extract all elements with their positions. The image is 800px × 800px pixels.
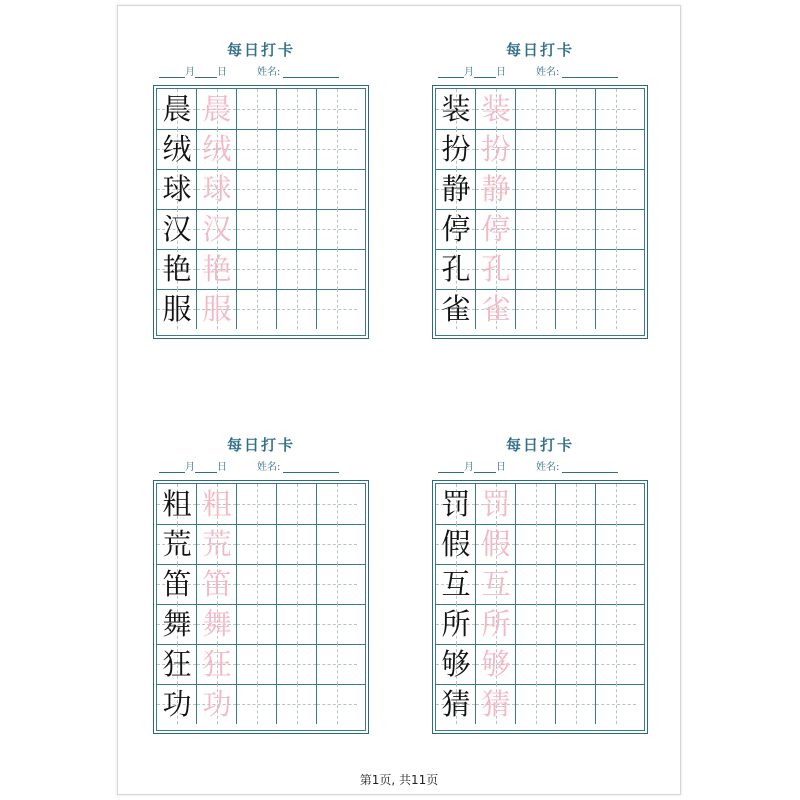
grid-cell — [436, 564, 476, 604]
grid-cell — [277, 484, 317, 524]
grid-cell — [277, 289, 317, 329]
grid-cell — [197, 604, 237, 644]
grid-cell — [476, 644, 516, 684]
trace-character: 功 — [202, 687, 232, 721]
grid-cell — [197, 524, 237, 564]
grid-cell — [596, 604, 636, 644]
grid-row — [157, 564, 365, 605]
grid-cell — [317, 289, 357, 329]
trace-character: 猜 — [481, 687, 511, 721]
grid-cell — [277, 89, 317, 129]
card-title: 每日打卡 — [505, 436, 574, 454]
trace-character: 静 — [481, 172, 511, 206]
model-character: 雀 — [441, 292, 471, 326]
month-label: 月 — [185, 67, 195, 78]
trace-character: 所 — [481, 607, 511, 641]
grid-cell — [197, 169, 237, 209]
day-label: 日 — [496, 67, 506, 78]
grid-cell — [317, 564, 357, 604]
grid-cell — [237, 564, 277, 604]
grid-cell — [157, 89, 197, 129]
grid-cell — [237, 644, 277, 684]
model-character: 孔 — [441, 252, 471, 286]
writing-grid — [153, 480, 369, 734]
grid-cell — [317, 169, 357, 209]
grid-cell — [237, 169, 277, 209]
grid-cell — [476, 129, 516, 169]
grid-cell — [237, 129, 277, 169]
writing-grid — [432, 480, 648, 734]
grid-row — [436, 644, 644, 685]
grid-cell — [596, 209, 636, 249]
grid-cell — [157, 644, 197, 684]
grid-cell — [556, 169, 596, 209]
month-blank — [159, 463, 185, 473]
trace-character: 罚 — [481, 487, 511, 521]
grid-cell — [556, 129, 596, 169]
month-label: 月 — [185, 462, 195, 473]
card-title: 每日打卡 — [226, 436, 295, 454]
grid-row — [436, 604, 644, 645]
grid-row — [157, 684, 365, 724]
model-character: 粗 — [162, 487, 192, 521]
month-label: 月 — [464, 67, 474, 78]
grid-cell — [556, 524, 596, 564]
grid-cell — [476, 209, 516, 249]
name-label: 姓名: — [257, 67, 281, 78]
grid-row — [157, 169, 365, 210]
grid-cell — [596, 249, 636, 289]
grid-cell — [596, 89, 636, 129]
grid-cell — [436, 604, 476, 644]
grid-cell — [436, 524, 476, 564]
model-character: 功 — [162, 687, 192, 721]
grid-cell — [516, 249, 556, 289]
trace-character: 互 — [481, 567, 511, 601]
name-blank — [562, 68, 618, 78]
name-label: 姓名: — [257, 462, 281, 473]
grid-cell — [476, 604, 516, 644]
model-character: 猜 — [441, 687, 471, 721]
name-blank — [283, 463, 339, 473]
model-character: 舞 — [162, 607, 192, 641]
grid-cell — [476, 249, 516, 289]
grid-cell — [237, 289, 277, 329]
grid-cell — [197, 129, 237, 169]
day-label: 日 — [496, 462, 506, 473]
grid-cell — [476, 289, 516, 329]
name-label: 姓名: — [536, 462, 560, 473]
trace-character: 汉 — [202, 212, 232, 246]
grid-cell — [277, 604, 317, 644]
grid-row — [436, 129, 644, 170]
trace-character: 假 — [481, 527, 511, 561]
month-label: 月 — [464, 462, 474, 473]
trace-character: 舞 — [202, 607, 232, 641]
grid-row — [436, 249, 644, 290]
grid-cell — [436, 684, 476, 724]
grid-cell — [237, 604, 277, 644]
grid-cell — [157, 249, 197, 289]
writing-grid — [153, 85, 369, 339]
trace-character: 服 — [202, 292, 232, 326]
card-title: 每日打卡 — [226, 41, 295, 59]
day-blank — [474, 463, 496, 473]
grid-row — [436, 484, 644, 525]
grid-cell — [277, 209, 317, 249]
grid-cell — [556, 209, 596, 249]
month-blank — [438, 463, 464, 473]
grid-cell — [516, 129, 556, 169]
grid-cell — [596, 524, 636, 564]
grid-cell — [237, 684, 277, 724]
grid-cell — [516, 684, 556, 724]
grid-cell — [556, 249, 596, 289]
month-blank — [438, 68, 464, 78]
grid-cell — [197, 484, 237, 524]
trace-character: 停 — [481, 212, 511, 246]
month-blank — [159, 68, 185, 78]
grid-row — [157, 604, 365, 645]
grid-cell — [157, 289, 197, 329]
grid-cell — [317, 604, 357, 644]
grid-cell — [476, 564, 516, 604]
grid-cell — [476, 169, 516, 209]
grid-cell — [556, 484, 596, 524]
grid-cell — [436, 484, 476, 524]
grid-row — [157, 524, 365, 565]
trace-character: 粗 — [202, 487, 232, 521]
grid-cell — [436, 249, 476, 289]
grid-cell — [237, 249, 277, 289]
model-character: 狂 — [162, 647, 192, 681]
grid-cell — [317, 209, 357, 249]
grid-cell — [596, 684, 636, 724]
grid-cell — [157, 604, 197, 644]
grid-cell — [157, 524, 197, 564]
trace-character: 狂 — [202, 647, 232, 681]
model-character: 够 — [441, 647, 471, 681]
trace-character: 扮 — [481, 132, 511, 166]
grid-cell — [197, 209, 237, 249]
grid-cell — [237, 209, 277, 249]
model-character: 罚 — [441, 487, 471, 521]
model-character: 扮 — [441, 132, 471, 166]
grid-cell — [277, 564, 317, 604]
grid-row — [436, 89, 644, 130]
grid-cell — [556, 564, 596, 604]
grid-cell — [516, 484, 556, 524]
grid-row — [157, 289, 365, 329]
model-character: 荒 — [162, 527, 192, 561]
trace-character: 笛 — [202, 567, 232, 601]
model-character: 球 — [162, 172, 192, 206]
grid-cell — [317, 644, 357, 684]
grid-cell — [237, 89, 277, 129]
grid-cell — [197, 684, 237, 724]
grid-row — [157, 484, 365, 525]
day-label: 日 — [217, 67, 227, 78]
grid-cell — [516, 564, 556, 604]
grid-cell — [516, 524, 556, 564]
grid-cell — [556, 89, 596, 129]
grid-cell — [317, 129, 357, 169]
model-character: 艳 — [162, 252, 192, 286]
grid-cell — [277, 249, 317, 289]
model-character: 汉 — [162, 212, 192, 246]
writing-grid — [432, 85, 648, 339]
grid-cell — [596, 289, 636, 329]
grid-row — [157, 644, 365, 685]
grid-cell — [277, 644, 317, 684]
grid-cell — [516, 209, 556, 249]
grid-cell — [516, 644, 556, 684]
grid-cell — [157, 564, 197, 604]
grid-cell — [516, 89, 556, 129]
grid-cell — [596, 129, 636, 169]
name-blank — [562, 463, 618, 473]
grid-cell — [556, 644, 596, 684]
date-name-line — [438, 63, 618, 78]
grid-row — [436, 524, 644, 565]
model-character: 所 — [441, 607, 471, 641]
trace-character: 够 — [481, 647, 511, 681]
model-character: 静 — [441, 172, 471, 206]
grid-row — [436, 684, 644, 724]
grid-cell — [516, 604, 556, 644]
trace-character: 雀 — [481, 292, 511, 326]
model-character: 停 — [441, 212, 471, 246]
grid-cell — [157, 129, 197, 169]
model-character: 笛 — [162, 567, 192, 601]
grid-cell — [317, 684, 357, 724]
card-title: 每日打卡 — [505, 41, 574, 59]
trace-character: 晨 — [202, 92, 232, 126]
name-label: 姓名: — [536, 67, 560, 78]
grid-cell — [197, 249, 237, 289]
grid-cell — [436, 169, 476, 209]
date-name-line — [438, 458, 618, 473]
grid-cell — [317, 89, 357, 129]
grid-cell — [556, 684, 596, 724]
grid-cell — [197, 289, 237, 329]
trace-character: 绒 — [202, 132, 232, 166]
grid-cell — [277, 169, 317, 209]
grid-cell — [197, 89, 237, 129]
day-label: 日 — [217, 462, 227, 473]
grid-cell — [197, 644, 237, 684]
trace-character: 装 — [481, 92, 511, 126]
grid-cell — [476, 89, 516, 129]
grid-cell — [237, 524, 277, 564]
document-page — [117, 5, 681, 795]
grid-cell — [476, 484, 516, 524]
grid-cell — [556, 289, 596, 329]
grid-row — [436, 209, 644, 250]
model-character: 绒 — [162, 132, 192, 166]
model-character: 装 — [441, 92, 471, 126]
grid-cell — [436, 209, 476, 249]
grid-cell — [157, 209, 197, 249]
trace-character: 荒 — [202, 527, 232, 561]
grid-cell — [436, 129, 476, 169]
grid-cell — [157, 684, 197, 724]
page-footer: 第1页, 共11页 — [359, 773, 439, 787]
grid-cell — [476, 684, 516, 724]
grid-cell — [596, 644, 636, 684]
model-character: 互 — [441, 567, 471, 601]
grid-cell — [436, 289, 476, 329]
grid-cell — [277, 684, 317, 724]
grid-cell — [516, 289, 556, 329]
grid-cell — [157, 484, 197, 524]
grid-row — [157, 129, 365, 170]
grid-cell — [237, 484, 277, 524]
grid-cell — [317, 484, 357, 524]
grid-cell — [317, 249, 357, 289]
grid-cell — [436, 89, 476, 129]
grid-row — [436, 169, 644, 210]
day-blank — [195, 463, 217, 473]
grid-cell — [317, 524, 357, 564]
model-character: 假 — [441, 527, 471, 561]
grid-row — [157, 89, 365, 130]
grid-cell — [516, 169, 556, 209]
trace-character: 艳 — [202, 252, 232, 286]
grid-cell — [277, 129, 317, 169]
grid-row — [436, 564, 644, 605]
day-blank — [474, 68, 496, 78]
day-blank — [195, 68, 217, 78]
grid-cell — [476, 524, 516, 564]
date-name-line — [159, 63, 339, 78]
grid-row — [157, 209, 365, 250]
grid-cell — [277, 524, 317, 564]
grid-cell — [436, 644, 476, 684]
model-character: 服 — [162, 292, 192, 326]
grid-cell — [197, 564, 237, 604]
grid-row — [436, 289, 644, 329]
grid-cell — [556, 604, 596, 644]
grid-cell — [157, 169, 197, 209]
grid-cell — [596, 564, 636, 604]
grid-cell — [596, 169, 636, 209]
name-blank — [283, 68, 339, 78]
grid-row — [157, 249, 365, 290]
trace-character: 孔 — [481, 252, 511, 286]
trace-character: 球 — [202, 172, 232, 206]
grid-cell — [596, 484, 636, 524]
model-character: 晨 — [162, 92, 192, 126]
date-name-line — [159, 458, 339, 473]
